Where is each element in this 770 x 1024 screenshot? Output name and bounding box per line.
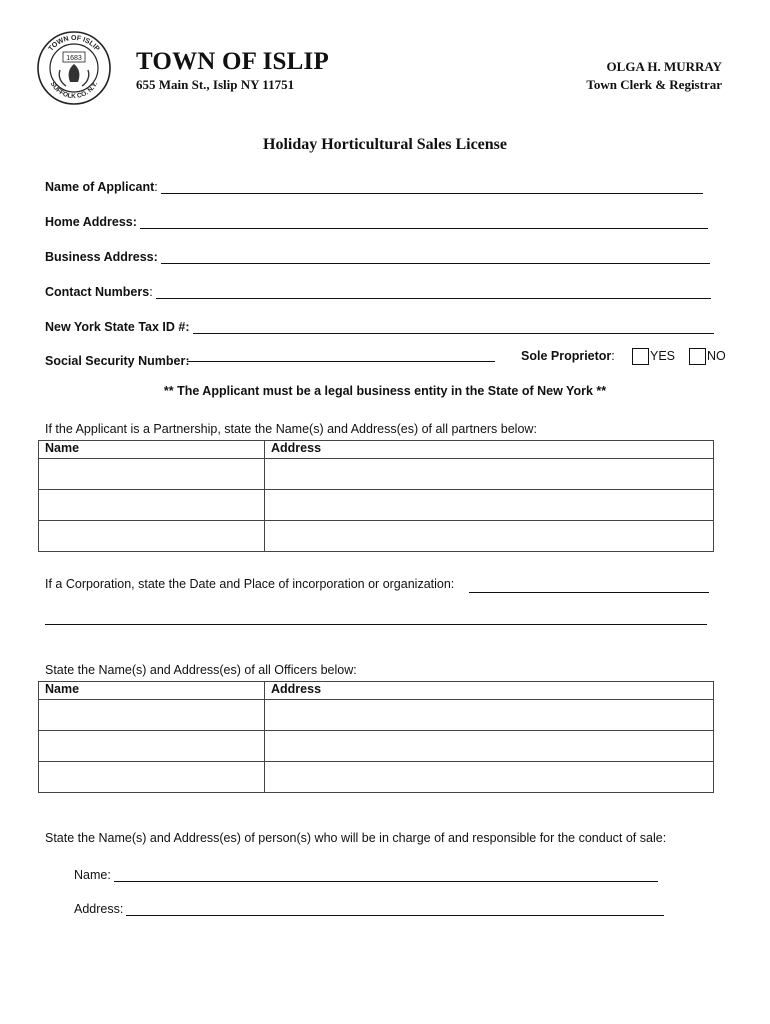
officers-address-header: Address <box>265 682 714 700</box>
table-cell[interactable] <box>39 459 265 490</box>
applicant-name-label: Name of Applicant <box>45 180 155 194</box>
table-cell[interactable] <box>39 762 265 793</box>
responsible-name-label: Name: <box>74 868 111 882</box>
table-cell[interactable] <box>265 459 714 490</box>
tax-id-line[interactable] <box>193 319 715 334</box>
business-address-label: Business Address: <box>45 250 158 264</box>
corporation-line[interactable] <box>469 592 709 593</box>
responsible-address-label: Address: <box>74 902 124 916</box>
partners-address-header: Address <box>265 441 714 459</box>
sole-proprietor-no-checkbox[interactable] <box>689 348 706 365</box>
sole-proprietor-label: Sole Proprietor <box>521 349 612 363</box>
business-address-line[interactable] <box>161 249 710 264</box>
table-cell[interactable] <box>265 700 714 731</box>
town-seal-icon <box>36 30 112 106</box>
table-cell[interactable] <box>265 490 714 521</box>
clerk-name: OLGA H. MURRAY <box>606 59 722 74</box>
sole-proprietor: Sole Proprietor: <box>521 349 615 363</box>
tax-id-label: New York State Tax ID #: <box>45 320 190 334</box>
legal-entity-notice: ** The Applicant must be a legal business entity in the State of New York ** <box>163 384 607 398</box>
table-cell[interactable] <box>39 521 265 552</box>
table-cell[interactable] <box>265 731 714 762</box>
responsible-address-field[interactable] <box>74 896 664 916</box>
svg-text:SUFFOLK CO. N.Y. <box>49 81 100 100</box>
ssn-field <box>45 348 190 368</box>
table-cell[interactable] <box>39 700 265 731</box>
home-address-label: Home Address: <box>45 215 137 229</box>
contact-numbers-line[interactable] <box>156 284 711 299</box>
table-cell[interactable] <box>265 762 714 793</box>
contact-numbers-label: Contact Numbers <box>45 285 150 299</box>
applicant-name-line[interactable] <box>161 179 703 194</box>
responsible-name-field[interactable] <box>74 862 658 882</box>
business-address-field[interactable] <box>45 244 710 264</box>
contact-numbers-field[interactable]: Contact Numbers : <box>45 279 711 299</box>
corporation-prompt: If a Corporation, state the Date and Place of incorporation or organization: <box>45 577 455 591</box>
ssn-label: Social Security Number: <box>45 354 190 368</box>
sole-proprietor-yes-checkbox[interactable] <box>632 348 649 365</box>
clerk-title: Town Clerk & Registrar <box>586 77 722 92</box>
no-label: NO <box>707 349 726 363</box>
partners-name-header: Name <box>39 441 265 459</box>
responsible-prompt: State the Name(s) and Address(es) of person(s) who will be in charge of and responsible for the conduct of sale: <box>45 831 667 845</box>
ssn-line[interactable] <box>187 361 495 362</box>
seal-year: 1683 <box>66 55 82 62</box>
officers-name-header: Name <box>39 682 265 700</box>
town-name: TOWN OF ISLIP <box>136 48 329 75</box>
partnership-prompt: If the Applicant is a Partnership, state the Name(s) and Address(es) of all partners below: <box>45 422 537 436</box>
responsible-name-line[interactable] <box>114 867 658 882</box>
partners-table <box>38 440 714 552</box>
table-cell[interactable] <box>265 521 714 552</box>
yes-label: YES <box>650 349 676 363</box>
table-cell[interactable] <box>39 731 265 762</box>
officers-table <box>38 681 714 793</box>
seal-text-bottom: SUFFOLK CO. N.Y. <box>48 80 100 101</box>
home-address-field[interactable] <box>45 209 708 229</box>
table-cell[interactable] <box>39 490 265 521</box>
form-title: Holiday Horticultural Sales License <box>263 136 507 153</box>
seal-text-top: TOWN OF ISLIP <box>47 34 101 53</box>
officers-prompt: State the Name(s) and Address(es) of all Officers below: <box>45 663 357 677</box>
home-address-line[interactable] <box>140 214 708 229</box>
corporation-line-2[interactable] <box>45 624 707 625</box>
tax-id-field[interactable] <box>45 314 714 334</box>
responsible-address-line[interactable] <box>126 901 664 916</box>
town-address: 655 Main St., Islip NY 11751 <box>136 77 295 92</box>
applicant-name-field[interactable]: Name of Applicant : <box>45 174 703 194</box>
